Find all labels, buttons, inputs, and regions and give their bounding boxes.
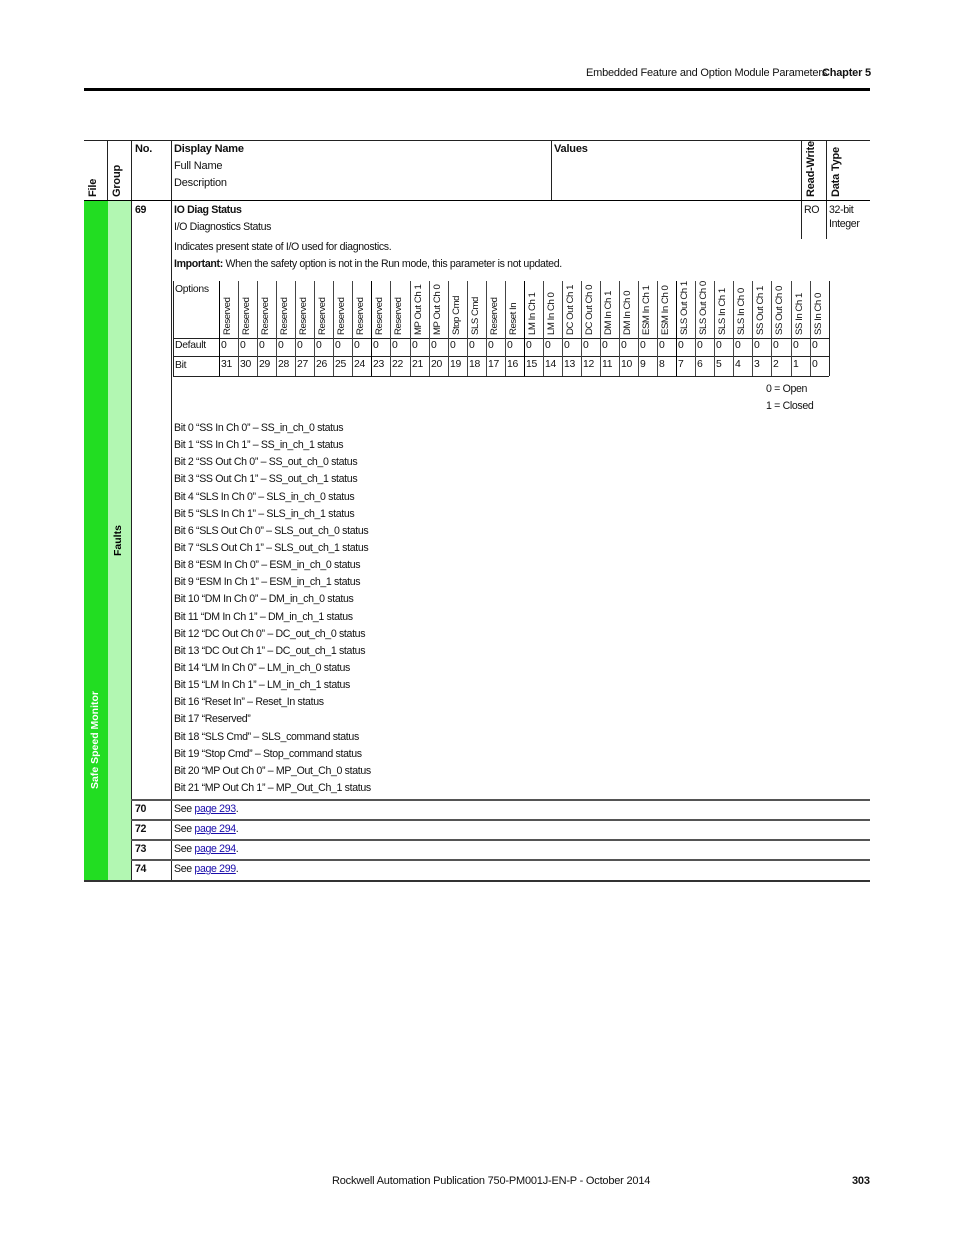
default-value: 0	[754, 340, 760, 351]
param-69-display-name: IO Diag Status	[174, 204, 242, 216]
param-number: 74	[135, 863, 147, 875]
footer-publication: Rockwell Automation Publication 750-PM001J-EN-P - October 2014	[332, 1175, 651, 1187]
bit-table-rule	[219, 281, 220, 376]
bit-table-rule	[543, 281, 544, 376]
option-label-bit-4: SLS In Ch 0	[736, 288, 747, 335]
important-label: Important:	[174, 258, 223, 270]
col-header-description: Description	[174, 177, 227, 189]
option-label-bit-19: Stop Cmd	[451, 295, 462, 335]
bit-description: Bit 1 “SS In Ch 1” – SS_in_ch_1 status	[174, 439, 344, 452]
option-label-bit-11: DM In Ch 1	[603, 290, 614, 335]
option-label-bit-18: SLS Cmd	[470, 297, 481, 335]
bit-number: 20	[431, 359, 442, 370]
bit-number: 29	[259, 359, 270, 370]
bit-table-rule	[676, 281, 677, 376]
page-link[interactable]: page 294	[194, 823, 236, 835]
bit-table-rule	[771, 281, 772, 376]
header-bottom-rule	[84, 200, 870, 201]
bit-number: 0	[812, 359, 818, 370]
running-header-section: Embedded Feature and Option Module Parameters	[586, 67, 828, 79]
bit-description: Bit 5 “SLS In Ch 1” – SLS_in_ch_1 status	[174, 507, 355, 520]
option-label-bit-6: SLS Out Ch 0	[698, 281, 709, 335]
option-label-bit-30: Reserved	[241, 297, 252, 335]
option-label-bit-22: Reserved	[393, 297, 404, 335]
default-value: 0	[450, 340, 456, 351]
see-reference	[174, 841, 238, 858]
bit-table-rule	[562, 281, 563, 376]
option-label-bit-10: DM In Ch 0	[622, 290, 633, 335]
col-header-values: Values	[554, 143, 588, 155]
bit-table-rule	[752, 281, 753, 376]
group-column	[108, 201, 131, 881]
default-value: 0	[773, 340, 779, 351]
bit-number: 6	[697, 359, 703, 370]
bit-description: Bit 8 “ESM In Ch 0” – ESM_in_ch_0 status	[174, 559, 361, 572]
bit-description: Bit 14 “LM In Ch 0” – LM_in_ch_0 status	[174, 661, 350, 674]
bit-number: 30	[240, 359, 251, 370]
option-label-bit-23: Reserved	[374, 297, 385, 335]
bit-table-rule	[486, 281, 487, 376]
bit-table-rule	[173, 356, 829, 357]
legend-open: 0 = Open	[766, 383, 808, 395]
bit-table-rule	[173, 376, 829, 377]
option-label-bit-16: Reset In	[508, 302, 519, 335]
option-label-bit-8: ESM In Ch 0	[660, 285, 671, 335]
row-separator	[131, 859, 870, 861]
default-value: 0	[735, 340, 741, 351]
bit-number: 14	[545, 359, 556, 370]
bit-number: 22	[392, 359, 403, 370]
default-value: 0	[812, 340, 818, 351]
bit-description: Bit 15 “LM In Ch 1” – LM_in_ch_1 status	[174, 679, 350, 692]
bit-table-rule	[467, 281, 468, 376]
col-header-full-name: Full Name	[174, 160, 223, 172]
rw-box-right	[826, 201, 827, 239]
default-value: 0	[373, 340, 379, 351]
see-prefix: See	[174, 863, 195, 875]
bit-description: Bit 0 “SS In Ch 0” – SS_in_ch_0 status	[174, 422, 344, 434]
default-value: 0	[507, 340, 513, 351]
see-suffix: .	[235, 843, 239, 855]
see-suffix: .	[235, 823, 239, 835]
file-label: Safe Speed Monitor	[89, 690, 101, 789]
default-value: 0	[354, 340, 360, 351]
col-header-display-name: Display Name	[174, 143, 244, 155]
bit-number: 3	[754, 359, 760, 370]
page-link[interactable]: page 294	[194, 843, 236, 855]
default-value: 0	[564, 340, 570, 351]
row-divider-name	[171, 201, 172, 881]
param-69-data-type: 32-bit	[829, 204, 854, 216]
bit-table-rule	[429, 281, 430, 376]
header-divider	[551, 140, 552, 200]
bit-table-rule	[352, 281, 353, 376]
bit-table-rule	[173, 281, 174, 376]
see-reference	[174, 801, 238, 818]
bit-table-rule	[333, 281, 334, 376]
bit-number: 9	[640, 359, 646, 370]
default-label: Default	[175, 340, 206, 351]
default-value: 0	[278, 340, 284, 351]
bit-table-rule	[410, 281, 411, 376]
default-value: 0	[297, 340, 303, 351]
row-separator	[131, 819, 870, 821]
option-label-bit-5: SLS In Ch 1	[717, 288, 728, 335]
option-label-bit-24: Reserved	[355, 297, 366, 335]
bit-table-rule	[791, 281, 792, 376]
bit-table-rule	[733, 281, 734, 376]
bit-number: 5	[716, 359, 722, 370]
bit-table-rule	[505, 281, 506, 376]
header-divider	[801, 140, 802, 200]
bit-number: 4	[735, 359, 741, 370]
param-number: 73	[135, 843, 147, 855]
table-top-rule	[84, 140, 870, 141]
running-header-chapter: Chapter 5	[822, 67, 871, 79]
default-value: 0	[392, 340, 398, 351]
col-header-data-type: Data Type	[830, 147, 842, 197]
page-link[interactable]: page 299	[194, 863, 236, 875]
see-prefix: See	[174, 843, 195, 855]
param-number: 72	[135, 823, 147, 835]
option-label-bit-14: LM In Ch 0	[546, 292, 557, 335]
default-value: 0	[316, 340, 322, 351]
bit-table-rule	[581, 281, 582, 376]
bit-table-rule	[619, 281, 620, 376]
header-rule	[84, 88, 870, 91]
bit-description: Bit 10 “DM In Ch 0” – DM_in_ch_0 status	[174, 593, 354, 606]
option-label-bit-1: SS In Ch 1	[794, 293, 805, 335]
param-number: 70	[135, 803, 147, 815]
default-value: 0	[240, 340, 246, 351]
default-value: 0	[621, 340, 627, 351]
param-69-data-type-2: Integer	[829, 218, 860, 230]
default-value: 0	[602, 340, 608, 351]
option-label-bit-3: SS Out Ch 1	[755, 286, 766, 335]
option-label-bit-31: Reserved	[222, 297, 233, 335]
bit-table-rule	[829, 281, 830, 376]
option-label-bit-25: Reserved	[336, 297, 347, 335]
default-value: 0	[583, 340, 589, 351]
bit-number: 25	[335, 359, 346, 370]
bit-description: Bit 20 “MP Out Ch 0” – MP_Out_Ch_0 status	[174, 764, 371, 777]
default-value: 0	[659, 340, 665, 351]
default-value: 0	[431, 340, 437, 351]
bit-number: 12	[583, 359, 594, 370]
bit-description-list	[174, 420, 371, 797]
option-label-bit-12: DC Out Ch 0	[584, 285, 595, 335]
param-69-important-note	[174, 256, 562, 273]
bit-table-rule	[276, 281, 277, 376]
col-header-file: File	[87, 178, 99, 197]
bit-number: 11	[602, 359, 613, 370]
option-label-bit-13: DC Out Ch 1	[565, 285, 576, 335]
bit-table-rule	[371, 281, 372, 376]
bit-table-rule	[238, 281, 239, 376]
option-label-bit-28: Reserved	[279, 297, 290, 335]
header-divider	[131, 140, 132, 200]
default-value: 0	[488, 340, 494, 351]
bit-number: 16	[507, 359, 518, 370]
option-label-bit-17: Reserved	[489, 297, 500, 335]
bit-description: Bit 4 “SLS In Ch 0” – SLS_in_ch_0 status	[174, 490, 355, 503]
row-separator	[131, 799, 870, 801]
bit-number: 28	[278, 359, 289, 370]
see-prefix: See	[174, 803, 195, 815]
option-label-bit-27: Reserved	[298, 297, 309, 335]
bit-table-rule	[314, 281, 315, 376]
param-69-number: 69	[135, 204, 147, 216]
bit-number: 8	[659, 359, 665, 370]
bit-table-rule	[257, 281, 258, 376]
option-label-bit-20: MP Out Ch 0	[432, 284, 443, 335]
header-divider	[826, 140, 827, 200]
default-value: 0	[259, 340, 265, 351]
bit-number: 18	[469, 359, 480, 370]
param-69-full-name: I/O Diagnostics Status	[174, 221, 272, 233]
default-value: 0	[545, 340, 551, 351]
bit-table-rule	[714, 281, 715, 376]
bit-table-rule	[600, 281, 601, 376]
bit-description: Bit 2 “SS Out Ch 0” – SS_out_ch_0 status	[174, 456, 358, 469]
bit-table-rule	[810, 281, 811, 376]
bit-number: 23	[373, 359, 384, 370]
bit-description: Bit 3 “SS Out Ch 1” – SS_out_ch_1 status	[174, 473, 358, 486]
table-bottom-rule	[84, 880, 870, 882]
bit-description: Bit 18 “SLS Cmd” – SLS_command status	[174, 730, 359, 743]
bit-number: 24	[354, 359, 365, 370]
bit-table-rule	[695, 281, 696, 376]
see-reference	[174, 821, 238, 838]
bit-description: Bit 6 “SLS Out Ch 0” – SLS_out_ch_0 status	[174, 524, 369, 537]
default-value: 0	[697, 340, 703, 351]
bit-label: Bit	[175, 360, 187, 371]
footer-page-number: 303	[852, 1175, 870, 1187]
col-header-group: Group	[111, 165, 123, 197]
default-value: 0	[678, 340, 684, 351]
bit-table-rule	[390, 281, 391, 376]
bit-number: 10	[621, 359, 632, 370]
option-label-bit-21: MP Out Ch 1	[413, 284, 424, 335]
param-69-description: Indicates present state of I/O used for diagnostics.	[174, 241, 392, 253]
option-label-bit-2: SS Out Ch 0	[774, 286, 785, 335]
option-label-bit-0: SS In Ch 0	[813, 293, 824, 335]
bit-number: 21	[412, 359, 423, 370]
legend-closed: 1 = Closed	[766, 400, 814, 412]
option-label-bit-15: LM In Ch 1	[527, 292, 538, 335]
bit-table-rule	[295, 281, 296, 376]
bit-description: Bit 16 “Reset In” – Reset_In status	[174, 696, 324, 709]
important-text: When the safety option is not in the Run mode, this parameter is not updated.	[222, 258, 562, 270]
default-value: 0	[716, 340, 722, 351]
bit-description: Bit 13 “DC Out Ch 1” – DC_out_ch_1 status	[174, 644, 366, 657]
group-label: Faults	[112, 525, 124, 556]
default-value: 0	[793, 340, 799, 351]
row-divider-no	[131, 201, 132, 881]
page-link[interactable]: page 293	[194, 803, 236, 815]
bit-description: Bit 19 “Stop Cmd” – Stop_command status	[174, 747, 362, 760]
bit-table-rule	[638, 281, 639, 376]
bit-description: Bit 7 “SLS Out Ch 1” – SLS_out_ch_1 status	[174, 541, 369, 554]
rw-box-left	[801, 201, 802, 239]
bit-number: 15	[526, 359, 537, 370]
bit-description: Bit 21 “MP Out Ch 1” – MP_Out_Ch_1 status	[174, 781, 371, 794]
col-header-read-write: Read-Write	[805, 141, 817, 197]
bit-table-rule	[448, 281, 449, 376]
bit-description: Bit 12 “DC Out Ch 0” – DC_out_ch_0 status	[174, 627, 366, 640]
bit-number: 27	[297, 359, 308, 370]
option-label-bit-29: Reserved	[260, 297, 271, 335]
default-value: 0	[469, 340, 475, 351]
col-header-no: No.	[135, 143, 153, 155]
bit-number: 1	[793, 359, 799, 370]
see-suffix: .	[235, 863, 239, 875]
bit-table-rule	[657, 281, 658, 376]
bit-number: 2	[773, 359, 779, 370]
options-label: Options	[175, 284, 209, 295]
see-prefix: See	[174, 823, 195, 835]
bit-table-rule	[173, 338, 829, 339]
see-reference	[174, 861, 238, 878]
option-label-bit-26: Reserved	[317, 297, 328, 335]
file-column	[84, 201, 108, 881]
default-value: 0	[335, 340, 341, 351]
bit-number: 13	[564, 359, 575, 370]
bit-description: Bit 17 “Reserved”	[174, 713, 251, 726]
bit-number: 17	[488, 359, 499, 370]
bit-number: 19	[450, 359, 461, 370]
default-value: 0	[221, 340, 227, 351]
bit-description: Bit 11 “DM In Ch 1” – DM_in_ch_1 status	[174, 610, 353, 623]
bit-number: 26	[316, 359, 327, 370]
header-divider	[171, 140, 172, 200]
bit-number: 31	[221, 359, 232, 370]
param-69-read-write: RO	[804, 204, 820, 216]
row-separator	[131, 839, 870, 841]
option-label-bit-7: SLS Out Ch 1	[679, 281, 690, 335]
option-label-bit-9: ESM In Ch 1	[641, 285, 652, 335]
bit-number: 7	[678, 359, 684, 370]
default-value: 0	[526, 340, 532, 351]
header-divider	[107, 140, 108, 200]
default-value: 0	[412, 340, 418, 351]
default-value: 0	[640, 340, 646, 351]
bit-table-rule	[524, 281, 525, 376]
see-suffix: .	[235, 803, 239, 815]
bit-description: Bit 9 “ESM In Ch 1” – ESM_in_ch_1 status	[174, 576, 361, 589]
